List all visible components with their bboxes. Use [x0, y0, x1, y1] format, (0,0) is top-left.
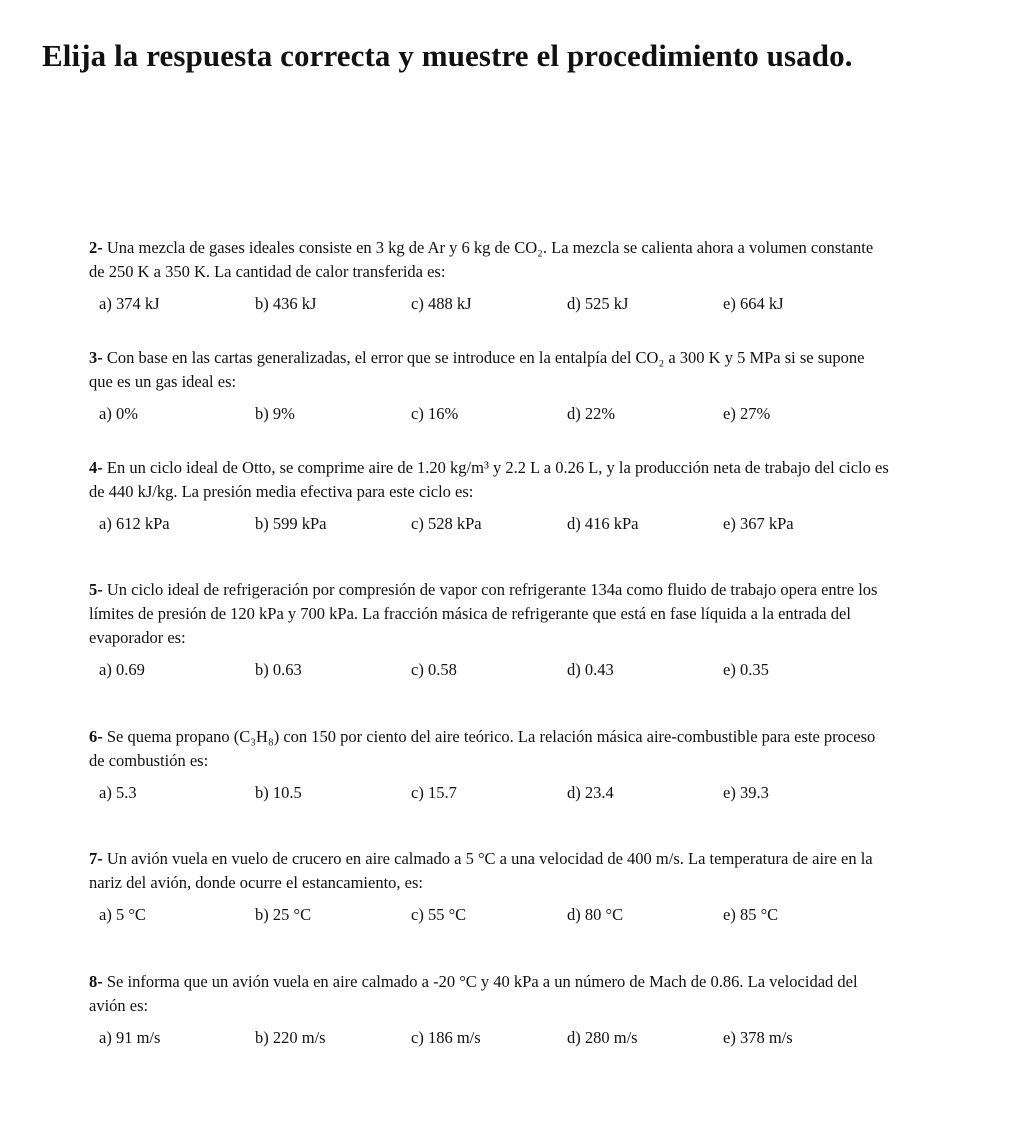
question-text: Una mezcla de gases ideales consiste en 3 kg de Ar y 6 kg de CO₂. La mezcla se calienta ahora a volumen constante de 250 K a 350 K. La cantidad de calor transferida es:: [89, 238, 874, 281]
option-d: d) 280 m/s: [567, 1028, 638, 1047]
question-3: [89, 346, 889, 426]
option-a: a) 91 m/s: [99, 1028, 161, 1047]
question-4: [89, 456, 889, 536]
question-stem: [89, 456, 889, 504]
answer-options: [89, 512, 889, 536]
question-7: [89, 847, 889, 927]
question-2: [89, 236, 889, 316]
question-number: 4-: [89, 458, 103, 477]
question-stem: [89, 346, 889, 394]
option-b: b) 436 kJ: [255, 294, 317, 313]
option-c: c) 15.7: [411, 783, 457, 802]
question-number: 7-: [89, 849, 103, 868]
question-number: 3-: [89, 348, 103, 367]
answer-options: [89, 402, 889, 426]
option-c: c) 528 kPa: [411, 514, 482, 533]
option-d: d) 23.4: [567, 783, 614, 802]
option-c: c) 0.58: [411, 660, 457, 679]
option-e: e) 378 m/s: [723, 1028, 793, 1047]
answer-options: [89, 781, 889, 805]
option-c: c) 16%: [411, 404, 459, 423]
option-b: b) 25 °C: [255, 905, 312, 924]
option-e: e) 0.35: [723, 660, 769, 679]
option-a: a) 0.69: [99, 660, 145, 679]
question-stem: [89, 847, 889, 895]
option-a: a) 612 kPa: [99, 514, 170, 533]
answer-options: [89, 292, 889, 316]
question-stem: [89, 578, 889, 650]
option-d: d) 80 °C: [567, 905, 624, 924]
question-number: 6-: [89, 727, 103, 746]
option-a: a) 374 kJ: [99, 294, 160, 313]
question-text: Se informa que un avión vuela en aire calmado a -20 °C y 40 kPa a un número de Mach de 0.86. La velocidad del avión es:: [89, 972, 858, 1015]
question-8: [89, 970, 889, 1050]
question-stem: [89, 725, 889, 773]
option-e: e) 664 kJ: [723, 294, 784, 313]
option-d: d) 22%: [567, 404, 616, 423]
option-b: b) 599 kPa: [255, 514, 327, 533]
option-b: b) 10.5: [255, 783, 302, 802]
question-number: 8-: [89, 972, 103, 991]
option-d: d) 525 kJ: [567, 294, 629, 313]
question-text: Con base en las cartas generalizadas, el error que se introduce en la entalpía del CO₂ a 300 K y 5 MPa si se supone que es un gas ideal es:: [89, 348, 865, 391]
question-text: En un ciclo ideal de Otto, se comprime aire de 1.20 kg/m³ y 2.2 L a 0.26 L, y la producción neta de trabajo del ciclo es de 440 kJ/kg. La presión media efectiva para este ciclo es:: [89, 458, 889, 501]
question-number: 2-: [89, 238, 103, 257]
option-c: c) 186 m/s: [411, 1028, 481, 1047]
option-c: c) 488 kJ: [411, 294, 472, 313]
page-title: Elija la respuesta correcta y muestre el procedimiento usado.: [42, 38, 853, 73]
answer-options: [89, 903, 889, 927]
option-e: e) 85 °C: [723, 905, 779, 924]
option-a: a) 5 °C: [99, 905, 146, 924]
question-text: Un ciclo ideal de refrigeración por compresión de vapor con refrigerante 134a como fluido de trabajo opera entre los límites de presión de 120 kPa y 700 kPa. La fracción másica de refrigerante que está en fase líquida a la entrada del evaporador es:: [89, 580, 878, 647]
option-e: e) 39.3: [723, 783, 769, 802]
question-stem: [89, 236, 889, 284]
option-d: d) 416 kPa: [567, 514, 639, 533]
option-b: b) 9%: [255, 404, 295, 423]
option-c: c) 55 °C: [411, 905, 467, 924]
option-a: a) 0%: [99, 404, 138, 423]
option-a: a) 5.3: [99, 783, 137, 802]
question-6: [89, 725, 889, 805]
option-b: b) 220 m/s: [255, 1028, 326, 1047]
question-text: Un avión vuela en vuelo de crucero en aire calmado a 5 °C a una velocidad de 400 m/s. La temperatura de aire en la nariz del avión, donde ocurre el estancamiento, es:: [89, 849, 873, 892]
option-b: b) 0.63: [255, 660, 302, 679]
question-5: [89, 578, 889, 682]
option-d: d) 0.43: [567, 660, 614, 679]
answer-options: [89, 1026, 889, 1050]
answer-options: [89, 658, 889, 682]
option-e: e) 27%: [723, 404, 771, 423]
option-e: e) 367 kPa: [723, 514, 794, 533]
question-stem: [89, 970, 889, 1018]
question-text: Se quema propano (C₃H₈) con 150 por ciento del aire teórico. La relación másica aire-combustible para este proceso de combustión es:: [89, 727, 876, 770]
question-number: 5-: [89, 580, 103, 599]
